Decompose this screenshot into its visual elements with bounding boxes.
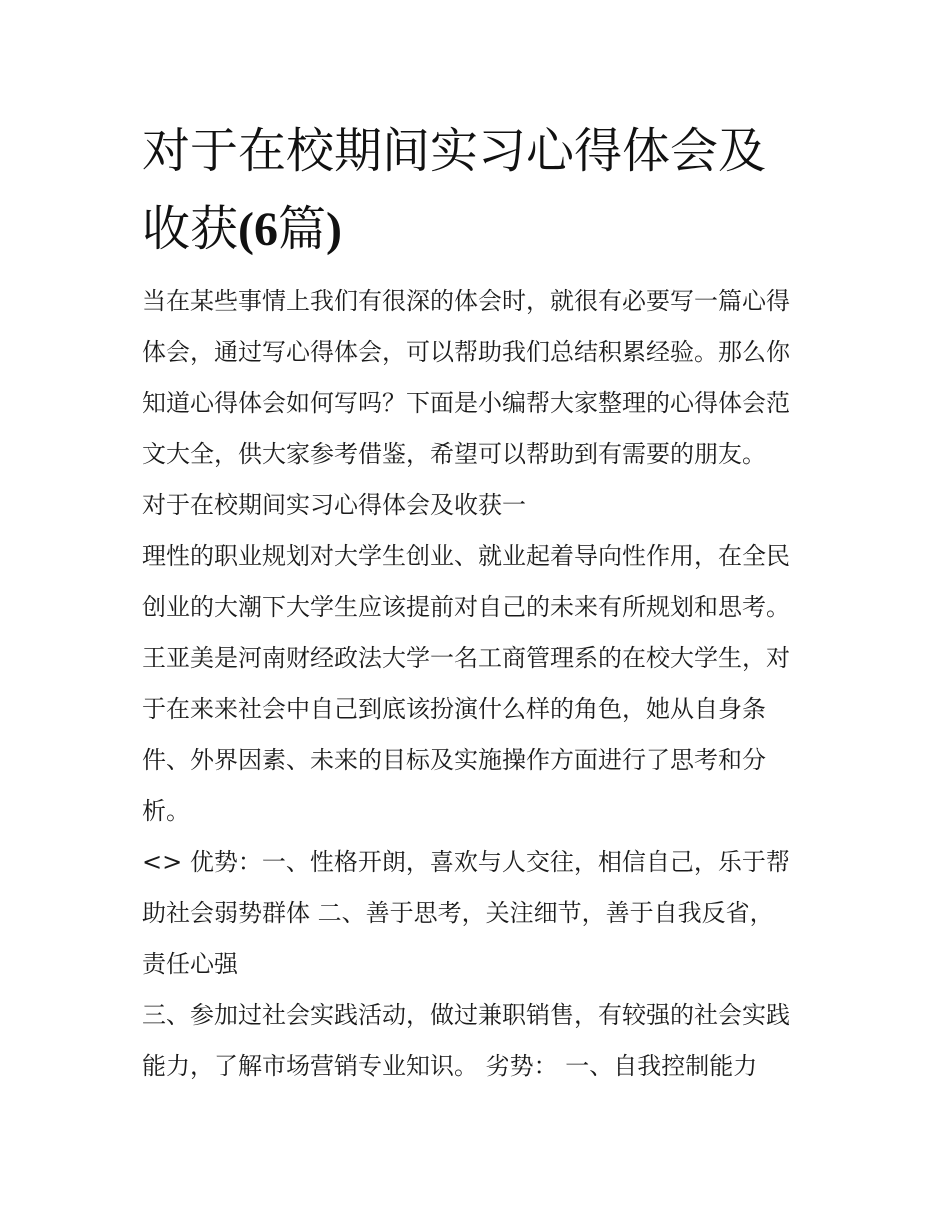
body-line-1: 当在某些事情上我们有很深的体会时，就很有必要写一篇心得	[142, 287, 790, 315]
document-title	[142, 112, 822, 269]
body-line-3: 知道心得体会如何写吗？下面是小编帮大家整理的心得体会范	[142, 389, 790, 417]
title-line-2-unit: 篇	[278, 201, 327, 257]
section-heading-1: 对于在校期间实习心得体会及收获一	[142, 491, 526, 519]
body-line-12: <> 优势：一、性格开朗，喜欢与人交往，相信自己，乐于帮	[142, 848, 790, 876]
body-line-15: 三、参加过社会实践活动，做过兼职销售，有较强的社会实践	[142, 1001, 790, 1029]
title-line-2-close: )	[326, 203, 342, 256]
title-line-1: 对于在校期间实习心得体会及	[142, 123, 767, 179]
body-line-9: 于在来来社会中自己到底该扮演什么样的角色，她从自身条	[142, 695, 766, 723]
body-line-8: 王亚美是河南财经政法大学一名工商管理系的在校大学生，对	[142, 644, 790, 672]
body-line-13: 助社会弱势群体 二、善于思考，关注细节，善于自我反省，	[142, 899, 774, 927]
body-line-10: 件、外界因素、未来的目标及实施操作方面进行了思考和分	[142, 746, 766, 774]
body-line-11: 析。	[142, 797, 190, 825]
body-line-14: 责任心强	[142, 950, 238, 978]
body-line-7: 创业的大潮下大学生应该提前对自己的未来有所规划和思考。	[142, 593, 790, 621]
body-line-16: 能力，了解市场营销专业知识。 劣势： 一、自我控制能力	[142, 1052, 758, 1080]
body-line-6: 理性的职业规划对大学生创业、就业起着导向性作用，在全民	[142, 542, 790, 570]
title-line-2-text: 收获	[142, 201, 239, 257]
body-line-4: 文大全，供大家参考借鉴，希望可以帮助到有需要的朋友。	[142, 440, 766, 468]
title-line-2-count: (6	[238, 203, 278, 256]
document-body	[142, 276, 822, 1092]
body-line-2: 体会，通过写心得体会，可以帮助我们总结积累经验。那么你	[142, 338, 790, 366]
